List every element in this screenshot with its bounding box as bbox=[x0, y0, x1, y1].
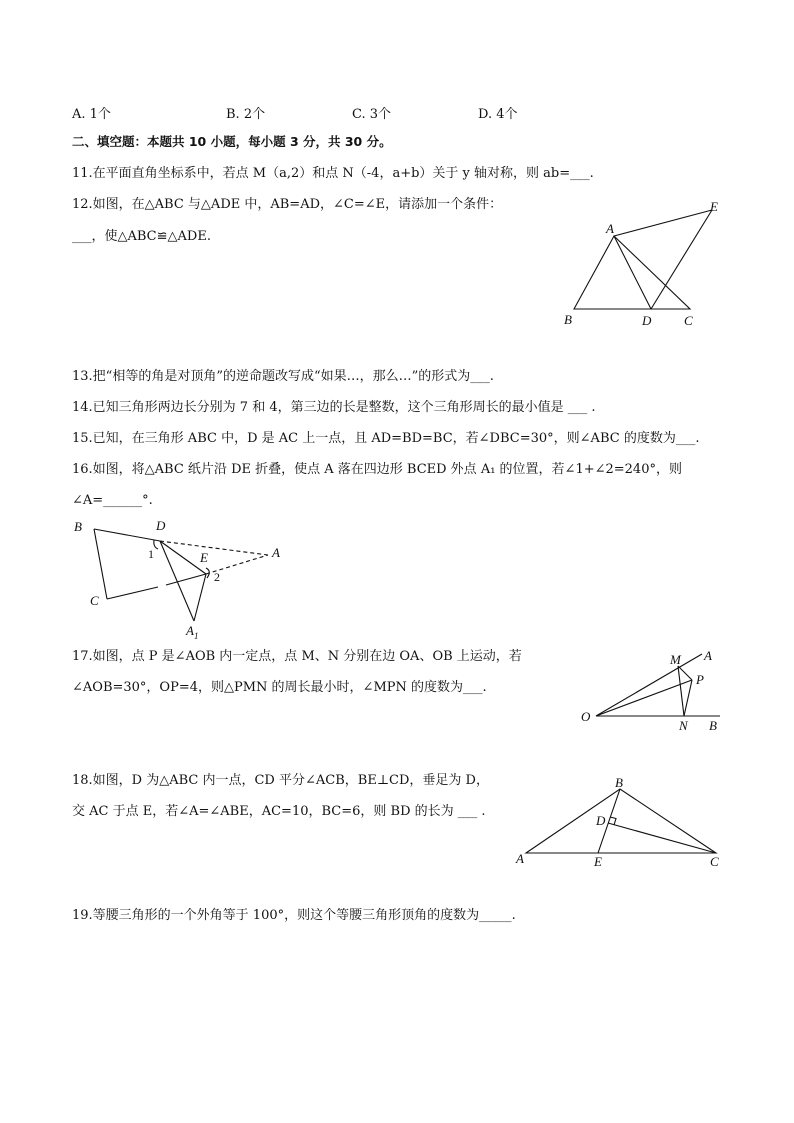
label-e: E bbox=[594, 854, 602, 869]
question-12-line2: ___，使△ABC≌△ADE. bbox=[72, 229, 211, 244]
choice-c: C. 3个 bbox=[352, 107, 392, 122]
label-e: E bbox=[200, 550, 208, 565]
figure-q18 bbox=[512, 773, 732, 871]
segment-mp bbox=[678, 666, 692, 680]
section-heading: 二、填空题：本题共 10 小题，每小题 3 分，共 30 分。 bbox=[72, 134, 392, 149]
label-d: D bbox=[642, 313, 652, 328]
question-18-line1: 18.如图，D 为△ABC 内一点，CD 平分∠ACB，BE⊥CD，垂足为 D， bbox=[72, 773, 489, 788]
choice-b: B. 2个 bbox=[226, 107, 266, 122]
label-b: B bbox=[615, 775, 623, 790]
label-m: M bbox=[670, 652, 681, 667]
segment-pn bbox=[684, 680, 692, 716]
label-b: B bbox=[74, 519, 82, 534]
question-19: 19.等腰三角形的一个外角等于 100°，则这个等腰三角形顶角的度数为_____. bbox=[72, 908, 516, 923]
choice-d: D. 4个 bbox=[478, 107, 518, 122]
question-15: 15.已知，在三角形 ABC 中，D 是 AC 上一点，且 AD=BD=BC，若∠DBC=30°，则∠ABC 的度数为___. bbox=[72, 431, 700, 446]
label-e: E bbox=[710, 199, 718, 214]
label-a: A bbox=[606, 221, 614, 236]
label-a: A bbox=[272, 545, 280, 560]
segment-ea1 bbox=[194, 574, 206, 621]
segment-bc bbox=[94, 529, 107, 599]
label-d: D bbox=[156, 518, 166, 533]
label-b: B bbox=[564, 312, 572, 327]
question-12-line1: 12.如图，在△ABC 与△ADE 中，AB=AD，∠C=∠E，请添加一个条件： bbox=[72, 197, 503, 212]
label-a: A bbox=[704, 648, 712, 663]
figure-q17 bbox=[578, 646, 738, 738]
label-d: D bbox=[596, 813, 606, 828]
label-angle-2: 2 bbox=[214, 570, 220, 584]
segment-cd bbox=[608, 823, 716, 853]
question-18-line2: 交 AC 于点 E，若∠A=∠ABE，AC=10，BC=6，则 BD 的长为 ___ . bbox=[72, 804, 486, 819]
choice-a: A. 1个 bbox=[72, 107, 111, 122]
question-17-line2: ∠AOB=30°，OP=4，则△PMN 的周长最小时，∠MPN 的度数为___. bbox=[72, 680, 487, 695]
question-16-line1: 16.如图，将△ABC 纸片沿 DE 折叠，使点 A 落在四边形 BCED 外点 A₁ 的位置，若∠1+∠2=240°，则 bbox=[72, 462, 682, 477]
label-o: O bbox=[581, 709, 591, 724]
segment-ed bbox=[651, 210, 712, 309]
label-b: B bbox=[709, 718, 717, 733]
label-p: P bbox=[696, 672, 704, 687]
question-16-line2: ∠A=______°. bbox=[72, 493, 153, 508]
label-c: C bbox=[90, 593, 99, 608]
segment-c-part1 bbox=[107, 587, 158, 599]
triangle-abc bbox=[526, 789, 716, 853]
angle-1-arc bbox=[154, 540, 158, 549]
segment-ad bbox=[614, 236, 651, 309]
segment-op bbox=[596, 680, 692, 716]
label-c: C bbox=[684, 313, 693, 328]
segment-c-part2 bbox=[166, 574, 206, 585]
label-a1: $A_1$ bbox=[186, 623, 199, 641]
question-14: 14.已知三角形两边长分别为 7 和 4，第三边的长是整数，这个三角形周长的最小值是 ___ . bbox=[72, 400, 596, 415]
figure-q12 bbox=[560, 196, 730, 336]
figure-q16 bbox=[70, 515, 300, 645]
segment-ae bbox=[614, 210, 712, 236]
label-n: N bbox=[679, 718, 688, 733]
question-11: 11.在平面直角坐标系中，若点 M（a,2）和点 N（-4，a+b）关于 y 轴对称，则 ab=___. bbox=[72, 166, 594, 181]
segment-bd bbox=[94, 529, 160, 541]
label-angle-1: 1 bbox=[148, 547, 154, 561]
label-a: A bbox=[516, 851, 524, 866]
question-13: 13.把“相等的角是对顶角”的逆命题改写成“如果…，那么…”的形式为___. bbox=[72, 369, 494, 384]
label-c: C bbox=[710, 854, 719, 869]
question-17-line1: 17.如图，点 P 是∠AOB 内一定点，点 M、N 分别在边 OA、OB 上运动，若 bbox=[72, 649, 522, 664]
segment-mn bbox=[678, 666, 684, 716]
